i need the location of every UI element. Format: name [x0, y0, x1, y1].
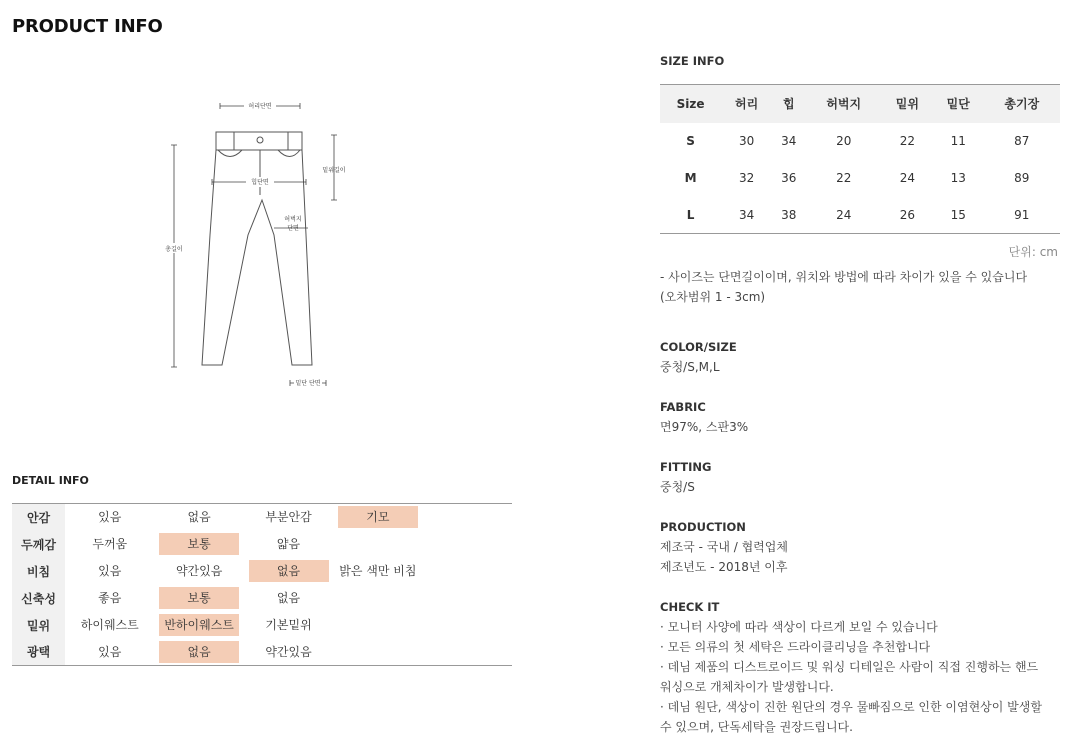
- size-value-cell: 24: [899, 171, 915, 185]
- detail-info-table: [12, 503, 512, 666]
- fitting-value: 중청/S: [660, 480, 695, 494]
- detail-option-cell: [423, 558, 512, 585]
- detail-option-cell: [423, 504, 512, 531]
- size-value-cell: 26: [899, 207, 915, 222]
- detail-row: [12, 612, 512, 639]
- size-header-cell: 허리: [721, 85, 772, 123]
- detail-row-label: 밑위: [12, 612, 65, 639]
- size-value-cell: 30: [738, 134, 755, 148]
- pants-diagram-svg: [150, 95, 370, 395]
- detail-row: [12, 531, 512, 558]
- detail-option-cell: [244, 639, 333, 666]
- color-size-value: 중청/S,M,L: [660, 360, 720, 374]
- detail-option: [427, 586, 507, 608]
- detail-option-cell: [333, 639, 422, 666]
- size-value-cell: 22: [836, 171, 852, 185]
- size-row: [660, 197, 1060, 234]
- size-header-cell: 허벅지: [806, 85, 882, 123]
- detail-option: [427, 505, 507, 527]
- detail-option-cell: [423, 612, 512, 639]
- size-header-cell: 총기장: [984, 85, 1060, 123]
- detail-option-cell: [423, 531, 512, 558]
- check-it-line: · 데님 원단, 색상이 진한 원단의 경우 물빠짐으로 인한 이염현상이 발생할: [660, 700, 1042, 714]
- detail-option-cell: [244, 558, 333, 585]
- thigh-label-1: 허벅지: [284, 216, 302, 223]
- size-unit: 단위: cm: [1008, 245, 1058, 259]
- size-label-cell: M: [684, 171, 697, 185]
- detail-option-selected: 보통: [159, 587, 239, 609]
- size-value-cell: 89: [1014, 171, 1030, 185]
- detail-option-cell: [65, 531, 154, 558]
- detail-option-cell: [244, 531, 333, 558]
- rise-label: 밑위길이: [322, 167, 346, 174]
- detail-option: 기본밑위: [265, 618, 312, 632]
- detail-option-cell: [333, 531, 422, 558]
- detail-option-cell: [333, 504, 422, 531]
- size-row: [660, 160, 1060, 197]
- detail-option: [427, 639, 507, 661]
- detail-option: 밝은 색만 비침: [339, 564, 417, 578]
- production-title: PRODUCTION: [660, 520, 746, 534]
- size-note-2: (오차범위 1 - 3cm): [660, 290, 766, 304]
- detail-option-cell: [244, 612, 333, 639]
- waist-label: 허리단면: [248, 103, 272, 110]
- detail-option-cell: [154, 558, 243, 585]
- detail-row: [12, 558, 512, 585]
- size-value-cell: 34: [781, 134, 797, 148]
- size-note-1: - 사이즈는 단면길이이며, 위치와 방법에 따라 차이가 있을 수 있습니다: [660, 270, 1028, 284]
- pants-diagram: [150, 95, 370, 395]
- detail-option: [338, 586, 418, 608]
- size-value-cell: 20: [836, 134, 852, 148]
- size-header-cell: 힙: [772, 85, 806, 123]
- check-it-line: 워싱으로 개체차이가 발생합니다.: [660, 680, 834, 694]
- fabric-title: FABRIC: [660, 400, 706, 414]
- check-it-line: · 데님 제품의 디스트로이드 및 워싱 디테일은 사람이 직접 진행하는 핸드: [660, 660, 1039, 674]
- detail-option: 있음: [98, 510, 122, 525]
- detail-row: [12, 504, 512, 531]
- detail-option: [338, 613, 418, 635]
- size-header-cell: 밑단: [933, 85, 984, 123]
- detail-option-cell: [154, 531, 243, 558]
- size-value-cell: 38: [781, 207, 797, 222]
- detail-option-cell: [333, 558, 422, 585]
- detail-option: 하이웨스트: [80, 618, 139, 632]
- fitting-title: FITTING: [660, 460, 712, 474]
- detail-option-cell: [65, 585, 154, 612]
- length-label: 총길이: [165, 246, 183, 253]
- size-value-cell: 32: [738, 171, 755, 185]
- detail-option: 없음: [187, 510, 211, 525]
- detail-option: 약간있음: [175, 564, 223, 578]
- detail-option-cell: [333, 585, 422, 612]
- hem-label: 밑단 단면: [295, 380, 321, 387]
- size-value-cell: 13: [950, 171, 966, 185]
- page-title: PRODUCT INFO: [12, 16, 163, 37]
- detail-row-label: 안감: [12, 504, 65, 531]
- size-row: [660, 123, 1060, 160]
- detail-option: 좋음: [98, 591, 122, 605]
- size-value-cell: 11: [950, 134, 966, 148]
- size-header-cell: 밑위: [882, 85, 933, 123]
- thigh-label-2: 단면: [287, 225, 299, 232]
- detail-option-selected: 없음: [159, 641, 239, 663]
- detail-option-cell: [154, 504, 243, 531]
- check-it-line: · 모니터 사양에 따라 색상이 다르게 보일 수 있습니다: [660, 620, 938, 634]
- fabric-value: 면97%, 스판3%: [660, 420, 749, 434]
- detail-row-label: 두께감: [12, 531, 65, 558]
- detail-option-selected: 없음: [249, 560, 329, 582]
- detail-option: 없음: [276, 591, 301, 605]
- production-line-2: 제조년도 - 2018년 이후: [660, 560, 788, 574]
- production-line-1: 제조국 - 국내 / 협력업체: [660, 540, 788, 554]
- size-value-cell: 34: [738, 207, 755, 222]
- size-info-table: [660, 84, 1060, 234]
- detail-option-cell: [423, 639, 512, 666]
- detail-option-cell: [244, 585, 333, 612]
- detail-option-cell: [244, 504, 333, 531]
- detail-option-selected: 기모: [338, 506, 418, 528]
- detail-option: 부분안감: [265, 510, 312, 525]
- detail-option: 약간있음: [265, 644, 312, 659]
- size-value-cell: 15: [950, 207, 966, 222]
- detail-info-title: DETAIL INFO: [12, 474, 89, 487]
- detail-option: 있음: [98, 564, 122, 578]
- detail-option-cell: [154, 585, 243, 612]
- detail-option-cell: [65, 612, 154, 639]
- detail-option-selected: 반하이웨스트: [159, 614, 239, 636]
- hip-label: 힙단면: [251, 179, 269, 186]
- detail-option-cell: [65, 504, 154, 531]
- detail-option-cell: [65, 558, 154, 585]
- check-it-line: 수 있으며, 단독세탁을 권장드립니다.: [660, 720, 853, 734]
- size-value-cell: 91: [1014, 207, 1030, 222]
- size-label-cell: L: [686, 207, 695, 222]
- size-label-cell: S: [686, 134, 695, 148]
- check-it-title: CHECK IT: [660, 600, 720, 614]
- check-it-line: · 모든 의류의 첫 세탁은 드라이클리닝을 추천합니다: [660, 640, 931, 654]
- detail-option-cell: [65, 639, 154, 666]
- detail-option-selected: 보통: [159, 533, 239, 555]
- size-value-cell: 24: [836, 207, 852, 222]
- detail-option-cell: [154, 639, 243, 666]
- size-value-cell: 22: [899, 134, 915, 148]
- detail-option: [427, 532, 507, 554]
- detail-row: [12, 639, 512, 666]
- detail-option: [427, 613, 507, 635]
- detail-row: [12, 585, 512, 612]
- detail-option-cell: [333, 612, 422, 639]
- detail-option: [338, 639, 418, 661]
- size-value-cell: 87: [1014, 134, 1030, 148]
- detail-option-cell: [154, 612, 243, 639]
- detail-row-label: 광택: [12, 639, 65, 666]
- detail-row-label: 비침: [12, 558, 65, 585]
- size-info-title: SIZE INFO: [660, 54, 725, 68]
- detail-option: [338, 532, 418, 554]
- detail-option: 있음: [98, 644, 122, 659]
- detail-option: 두꺼움: [92, 537, 128, 551]
- size-value-cell: 36: [781, 171, 797, 185]
- detail-option-cell: [423, 585, 512, 612]
- detail-row-label: 신축성: [12, 585, 65, 612]
- detail-option: 얇음: [276, 537, 301, 551]
- color-size-title: COLOR/SIZE: [660, 340, 737, 354]
- size-header-cell: Size: [660, 85, 721, 123]
- detail-option: [427, 559, 507, 581]
